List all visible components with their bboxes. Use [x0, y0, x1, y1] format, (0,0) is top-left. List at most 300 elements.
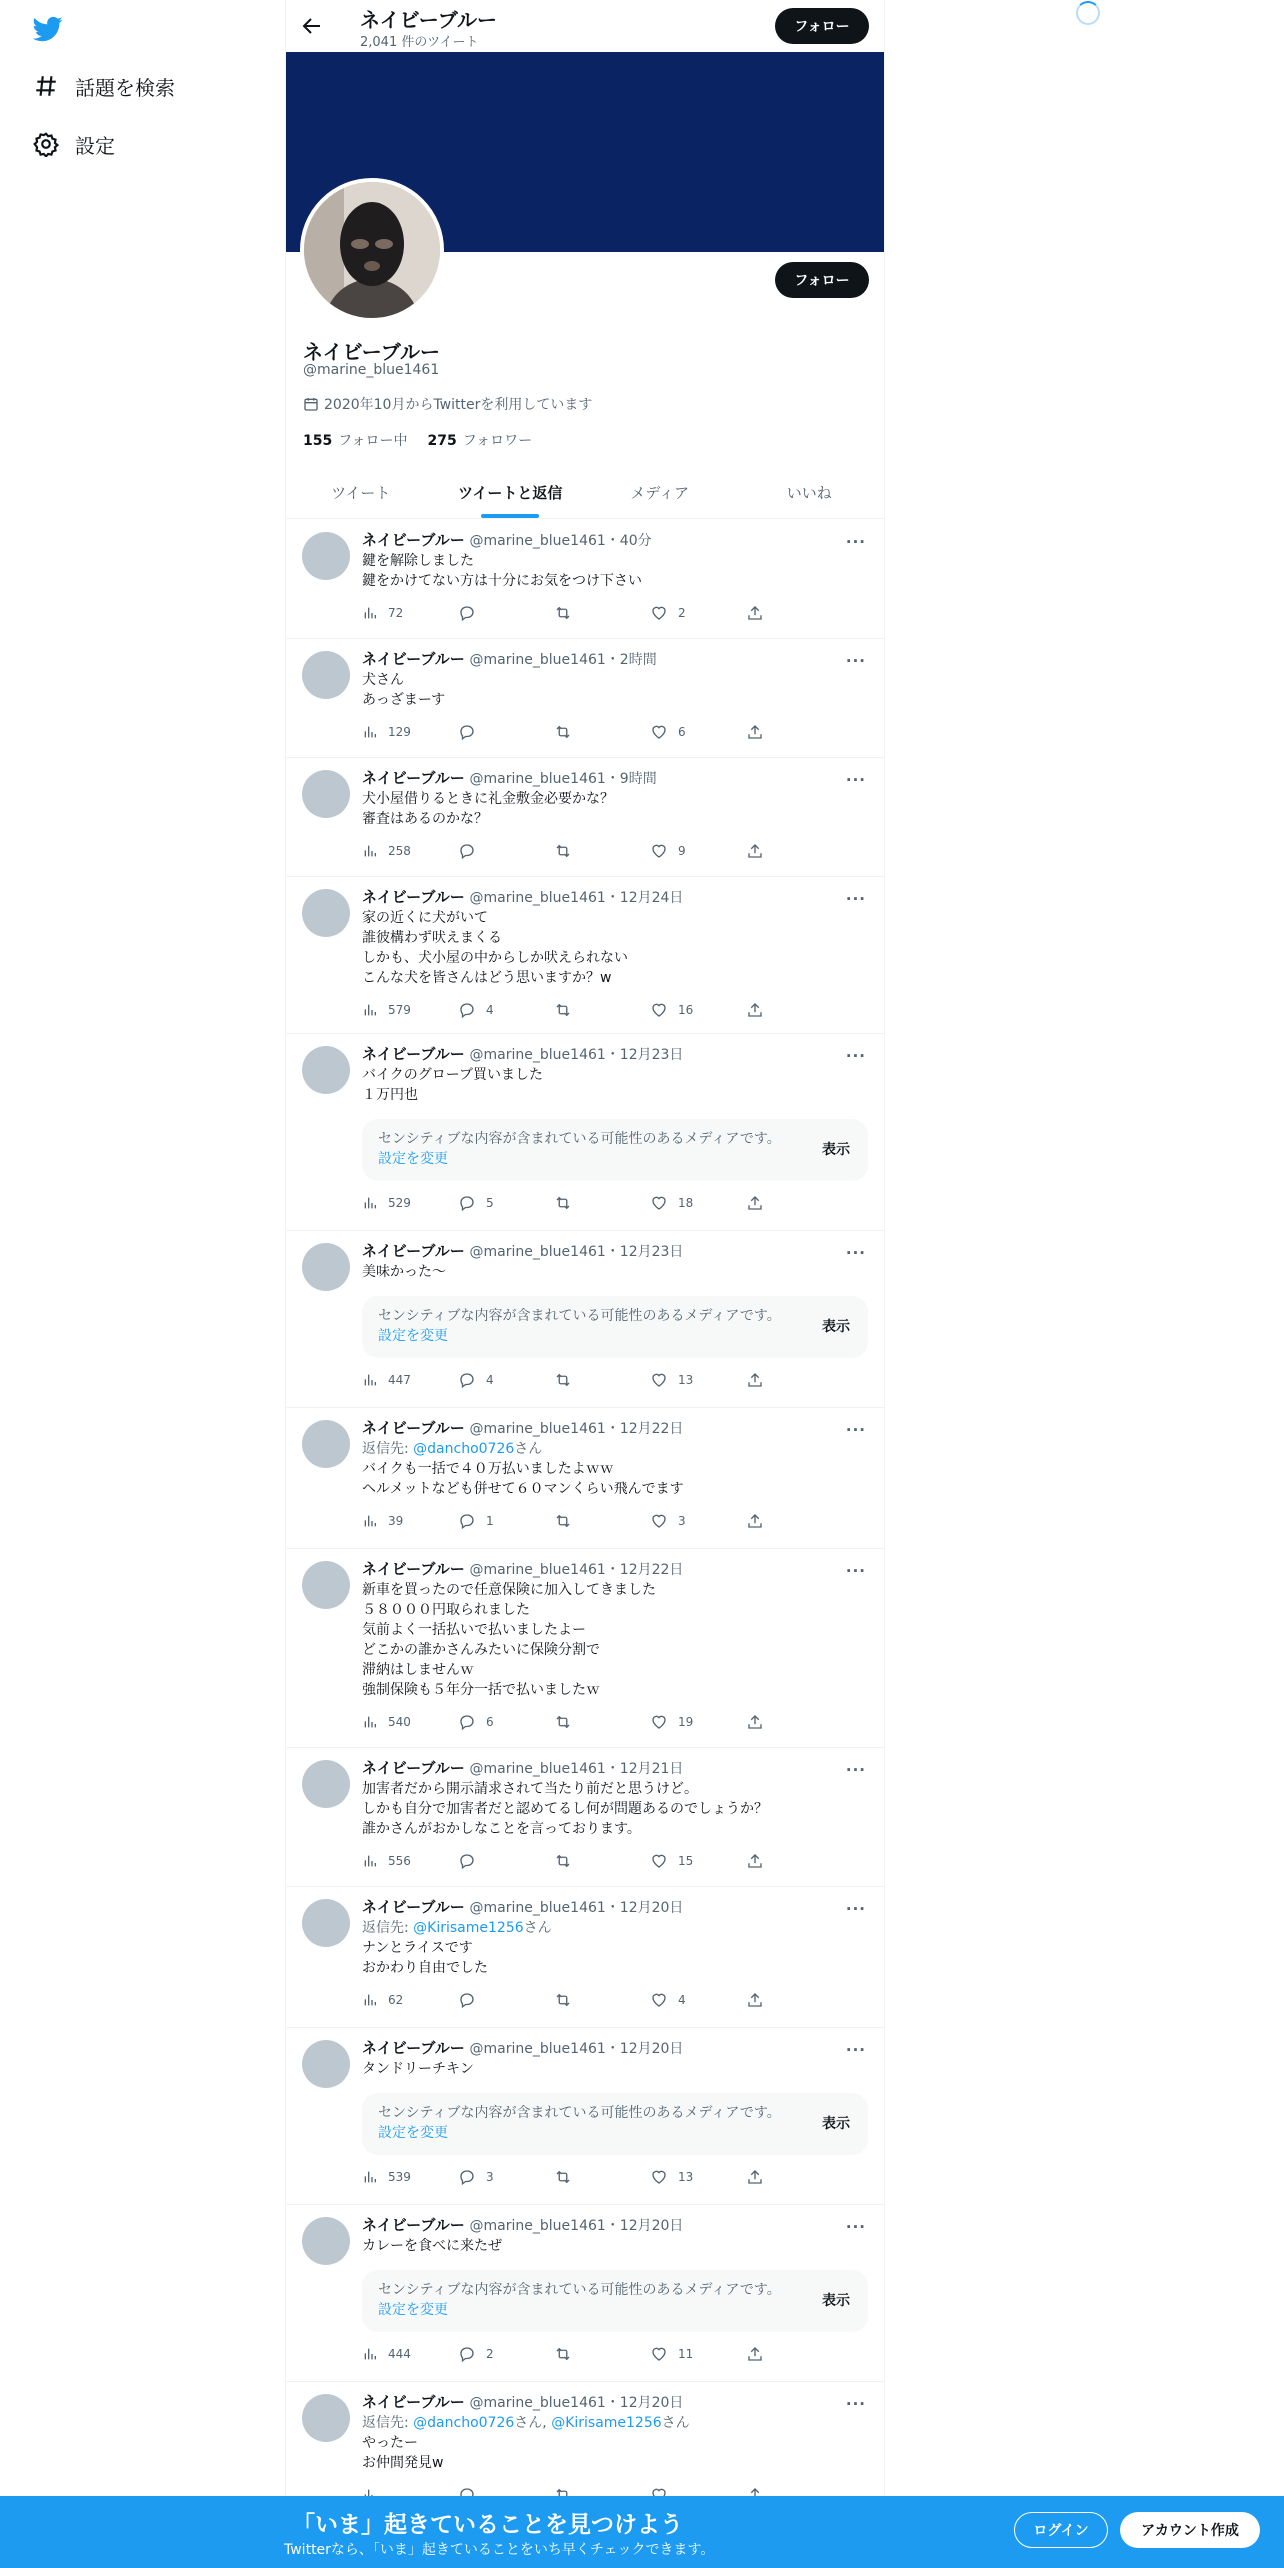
views-count: 129: [388, 725, 411, 739]
more-options-icon[interactable]: ···: [845, 1562, 866, 1580]
tweet-avatar[interactable]: [302, 1899, 350, 1947]
reply-icon: [458, 842, 476, 860]
views-button[interactable]: [362, 605, 458, 621]
tweet-text: カレーを食べに来たぜ: [362, 2238, 502, 2254]
share-button[interactable]: [746, 1371, 842, 1389]
views-count: 444: [388, 2347, 411, 2361]
more-options-icon[interactable]: ···: [845, 1244, 866, 1262]
like-count: 2: [678, 606, 686, 620]
show-media-button[interactable]: 表示: [822, 1142, 850, 1158]
avatar-image: [304, 182, 440, 318]
profile-handle: @marine_blue1461: [303, 362, 440, 378]
tweet-actions: [362, 722, 868, 742]
reply-prefix: 返信先:: [362, 1920, 414, 1936]
sensitive-media-notice: [362, 1296, 868, 1358]
views-button[interactable]: [362, 1195, 458, 1211]
like-button[interactable]: [650, 842, 746, 860]
reply-icon: [458, 1991, 476, 2009]
tweet-avatar[interactable]: [302, 2040, 350, 2088]
tweet-author-name[interactable]: ネイビーブルー: [362, 531, 465, 549]
heart-icon: [650, 1512, 668, 1530]
reply-mention-link[interactable]: @dancho0726: [413, 2415, 515, 2431]
profile-header-bar: [286, 0, 884, 52]
profile-avatar[interactable]: [300, 178, 444, 322]
retweet-button[interactable]: [554, 1001, 650, 1019]
reply-button[interactable]: [458, 842, 554, 860]
share-button[interactable]: [746, 604, 842, 622]
like-count: 19: [678, 1715, 694, 1729]
followers-link[interactable]: [428, 430, 533, 450]
views-icon: [362, 1002, 378, 1018]
tweet-text: 鍵を解除しました 鍵をかけてない方は十分にお気をつけ下さい: [362, 553, 642, 589]
tweet[interactable]: [286, 1887, 884, 2028]
share-icon: [746, 2345, 764, 2363]
more-options-icon[interactable]: ···: [845, 771, 866, 789]
views-count: 447: [388, 1373, 411, 1387]
like-count: 16: [678, 1003, 694, 1017]
tweet-body: [362, 2038, 868, 2187]
sensitive-media-notice: [362, 2093, 868, 2155]
tweet-text: 新車を買ったので任意保険に加入してきました ５８０００円取られました 気前よく一括払いで払いましたよー どこかの誰かさんみたいに保険分割で 滞納はしませんｗ 強制保険も５年分一括で払いましたｗ: [362, 1582, 656, 1698]
tweet-avatar[interactable]: [302, 651, 350, 699]
views-count: 529: [388, 1196, 411, 1210]
tweet[interactable]: [286, 758, 884, 877]
heart-icon: [650, 1713, 668, 1731]
tweet-avatar[interactable]: [302, 1760, 350, 1808]
show-media-button[interactable]: 表示: [822, 2293, 850, 2309]
like-count: 13: [678, 1373, 694, 1387]
more-options-icon[interactable]: ···: [845, 1761, 866, 1779]
reply-icon: [458, 1713, 476, 1731]
heart-icon: [650, 2168, 668, 2186]
tweet-avatar[interactable]: [302, 1420, 350, 1468]
views-icon: [362, 843, 378, 859]
tweet-avatar[interactable]: [302, 2217, 350, 2265]
views-button[interactable]: [362, 2346, 458, 2362]
tweet-body: [362, 2215, 868, 2364]
tab-tweets[interactable]: ツイート: [331, 483, 391, 502]
tweet-text: ナンとライスです おかわり自由でした: [362, 1940, 488, 1976]
retweet-button[interactable]: [554, 842, 650, 860]
tweet-header: [362, 649, 868, 670]
reply-count: 3: [486, 2170, 494, 2184]
like-count: 9: [678, 844, 686, 858]
like-count: 15: [678, 1854, 694, 1868]
tweet-avatar[interactable]: [302, 770, 350, 818]
views-button[interactable]: [362, 2169, 458, 2185]
footer-subtitle: Twitterなら、「いま」起きていることをいち早くチェックできます。: [284, 2542, 715, 2558]
change-settings-link[interactable]: 設定を変更: [378, 2302, 448, 2318]
reply-button[interactable]: [458, 1512, 554, 1530]
profile-joined: [303, 394, 592, 414]
tweet-actions: [362, 603, 868, 623]
reply-button[interactable]: [458, 604, 554, 622]
sensitive-text: センシティブな内容が含まれている可能性のあるメディアです。: [378, 2282, 781, 2298]
hashtag-icon: [33, 73, 59, 99]
reply-icon: [458, 1001, 476, 1019]
tweet-text: 犬小屋借りるときに礼金敷金必要かな？ 審査はあるのかな？: [362, 791, 614, 827]
reply-button[interactable]: [458, 1001, 554, 1019]
tab-tweets-and-replies[interactable]: ツイートと返信: [436, 466, 586, 518]
following-count: 155: [303, 433, 333, 449]
retweet-icon: [554, 723, 572, 741]
nav-explore[interactable]: [33, 66, 175, 106]
tweet-body: [362, 1418, 868, 1531]
more-options-icon[interactable]: ···: [845, 1421, 866, 1439]
views-button[interactable]: [362, 1714, 458, 1730]
reply-context: [362, 1439, 868, 1459]
retweet-icon: [554, 1852, 572, 1870]
like-button[interactable]: [650, 2168, 746, 2186]
retweet-button[interactable]: [554, 1194, 650, 1212]
views-count: 72: [388, 606, 404, 620]
like-button[interactable]: [650, 604, 746, 622]
tweet-handle-time[interactable]: @marine_blue1461・9時間: [469, 771, 657, 787]
tweet-author-name[interactable]: ネイビーブルー: [362, 2393, 465, 2411]
tab-likes[interactable]: いいね: [786, 483, 832, 502]
more-options-icon[interactable]: ···: [845, 2218, 866, 2236]
tweet-handle-time[interactable]: @marine_blue1461・40分: [469, 533, 652, 549]
header-name: ネイビーブルー: [360, 8, 497, 32]
reply-icon: [458, 1371, 476, 1389]
tweet-handle-time[interactable]: @marine_blue1461・12月23日: [469, 1244, 684, 1260]
more-options-icon[interactable]: ···: [845, 1047, 866, 1065]
nav-explore-label: 話題を検索: [75, 75, 175, 100]
tweet-author-name[interactable]: ネイビーブルー: [362, 2039, 465, 2057]
like-count: 6: [678, 725, 686, 739]
tweet[interactable]: [286, 1748, 884, 1887]
share-button[interactable]: [746, 1194, 842, 1212]
change-settings-link[interactable]: 設定を変更: [378, 1151, 448, 1167]
tweet-author-name[interactable]: ネイビーブルー: [362, 2216, 465, 2234]
share-button[interactable]: [746, 842, 842, 860]
reply-button[interactable]: [458, 1852, 554, 1870]
following-label: フォロー中: [338, 433, 408, 449]
tweet-header: [362, 887, 868, 908]
tweet-actions: [362, 1712, 868, 1732]
change-settings-link[interactable]: 設定を変更: [378, 2125, 448, 2141]
sensitive-text: センシティブな内容が含まれている可能性のあるメディアです。: [378, 1131, 781, 1147]
share-button[interactable]: [746, 723, 842, 741]
tweet-author-name[interactable]: ネイビーブルー: [362, 888, 465, 906]
tweet-text: タンドリーチキン: [362, 2061, 474, 2077]
reply-prefix: 返信先:: [362, 1441, 414, 1457]
retweet-button[interactable]: [554, 1371, 650, 1389]
retweet-button[interactable]: [554, 2345, 650, 2363]
more-options-icon[interactable]: ···: [845, 890, 866, 908]
share-button[interactable]: [746, 2345, 842, 2363]
retweet-button[interactable]: [554, 1991, 650, 2009]
views-count: 62: [388, 1993, 404, 2007]
share-icon: [746, 1371, 764, 1389]
tweet-actions: [362, 1851, 868, 1871]
reply-count: 4: [486, 1003, 494, 1017]
like-button[interactable]: [650, 1713, 746, 1731]
tweet-header: [362, 1559, 868, 1580]
retweet-button[interactable]: [554, 1512, 650, 1530]
tweet-author-name[interactable]: ネイビーブルー: [362, 1045, 465, 1063]
reply-icon: [458, 1852, 476, 1870]
tweet-body: [362, 530, 868, 623]
like-button[interactable]: [650, 1991, 746, 2009]
retweet-button[interactable]: [554, 2168, 650, 2186]
retweet-icon: [554, 1371, 572, 1389]
heart-icon: [650, 723, 668, 741]
share-icon: [746, 1852, 764, 1870]
tweet-body: [362, 887, 868, 1020]
retweet-button[interactable]: [554, 604, 650, 622]
like-count: 4: [678, 1993, 686, 2007]
tweet-avatar[interactable]: [302, 1561, 350, 1609]
views-button[interactable]: [362, 1513, 458, 1529]
tweet-handle-time[interactable]: @marine_blue1461・2時間: [469, 652, 657, 668]
retweet-button[interactable]: [554, 1852, 650, 1870]
tweet-text: 加害者だから開示請求されて当たり前だと思うけど。 しかも自分で加害者だと認めてるし何が問題あるのでしょうか？ 誰かさんがおかしなことを言っております。: [362, 1781, 768, 1837]
show-media-button[interactable]: 表示: [822, 2116, 850, 2132]
retweet-icon: [554, 842, 572, 860]
tweet[interactable]: [286, 1034, 884, 1231]
share-button[interactable]: [746, 1512, 842, 1530]
retweet-button[interactable]: [554, 723, 650, 741]
reply-count: 1: [486, 1514, 494, 1528]
reply-mention-link[interactable]: @Kirisame1256: [413, 1920, 524, 1936]
calendar-icon: [303, 396, 319, 412]
reply-mention-link[interactable]: @dancho0726: [413, 1441, 515, 1457]
reply-button[interactable]: [458, 723, 554, 741]
tweet-actions: [362, 1990, 868, 2010]
views-button[interactable]: [362, 724, 458, 740]
like-button[interactable]: [650, 1512, 746, 1530]
tweet-avatar[interactable]: [302, 2394, 350, 2442]
signup-button[interactable]: アカウント作成: [1120, 2512, 1260, 2548]
login-button[interactable]: ログイン: [1014, 2512, 1108, 2548]
reply-prefix: 返信先:: [362, 2415, 414, 2431]
retweet-icon: [554, 1194, 572, 1212]
views-icon: [362, 1714, 378, 1730]
reply-separator: さん,: [514, 2415, 552, 2431]
tweet-header: [362, 1044, 868, 1065]
reply-button[interactable]: [458, 2168, 554, 2186]
retweet-icon: [554, 1991, 572, 2009]
tweet-text: 家の近くに犬がいて 誰彼構わず吠えまくる しかも、犬小屋の中からしか吠えられない こんな犬を皆さんはどう思いますか？w: [362, 910, 628, 986]
tweet-handle-time[interactable]: @marine_blue1461・12月24日: [469, 890, 684, 906]
tweet-body: [362, 768, 868, 861]
tweet-author-name[interactable]: ネイビーブルー: [362, 1898, 465, 1916]
share-button[interactable]: [746, 2168, 842, 2186]
tweet-text: やったー お仲間発見w: [362, 2435, 444, 2471]
tweet[interactable]: [286, 877, 884, 1034]
tweet[interactable]: [286, 639, 884, 758]
views-icon: [362, 1853, 378, 1869]
views-button[interactable]: [362, 1992, 458, 2008]
share-icon: [746, 1194, 764, 1212]
share-icon: [746, 1991, 764, 2009]
more-options-icon[interactable]: ···: [845, 2395, 866, 2413]
views-count: 540: [388, 1715, 411, 1729]
retweet-icon: [554, 1713, 572, 1731]
like-button[interactable]: [650, 2345, 746, 2363]
reply-count: 4: [486, 1373, 494, 1387]
tweet-header: [362, 530, 868, 551]
share-button[interactable]: [746, 1713, 842, 1731]
tweet-actions: [362, 1193, 868, 1213]
views-icon: [362, 605, 378, 621]
signup-footer-bar: [0, 2496, 1284, 2568]
reply-button[interactable]: [458, 1713, 554, 1731]
tweet-author-name[interactable]: ネイビーブルー: [362, 650, 465, 668]
share-icon: [746, 842, 764, 860]
tweet-body: [362, 649, 868, 742]
tweet-handle-time[interactable]: @marine_blue1461・12月23日: [469, 1047, 684, 1063]
tweet-handle-time[interactable]: @marine_blue1461・12月22日: [469, 1421, 684, 1437]
like-count: 13: [678, 2170, 694, 2184]
views-icon: [362, 724, 378, 740]
tweet-header: [362, 2038, 868, 2059]
tweet-header: [362, 1241, 868, 1262]
reply-icon: [458, 2345, 476, 2363]
tweet-author-name[interactable]: ネイビーブルー: [362, 1242, 465, 1260]
change-settings-link[interactable]: 設定を変更: [378, 1328, 448, 1344]
views-button[interactable]: [362, 843, 458, 859]
tweet-author-name[interactable]: ネイビーブルー: [362, 1759, 465, 1777]
tweet-actions: [362, 1511, 868, 1531]
tweet-handle-time[interactable]: @marine_blue1461・12月20日: [469, 1900, 684, 1916]
tweet-avatar[interactable]: [302, 1243, 350, 1291]
retweet-icon: [554, 1512, 572, 1530]
show-media-button[interactable]: 表示: [822, 1319, 850, 1335]
share-button[interactable]: [746, 1991, 842, 2009]
more-options-icon[interactable]: ···: [845, 2041, 866, 2059]
tweet[interactable]: [286, 1408, 884, 1549]
tweet-handle-time[interactable]: @marine_blue1461・12月20日: [469, 2395, 684, 2411]
profile-follow-button[interactable]: フォロー: [775, 262, 869, 298]
tweet-text: バイクのグローブ買いました １万円也: [362, 1067, 544, 1103]
like-count: 18: [678, 1196, 694, 1210]
tweet-text: 犬さん あっざまーす: [362, 672, 446, 708]
views-button[interactable]: [362, 1853, 458, 1869]
views-icon: [362, 2346, 378, 2362]
tweet-text: バイクも一括で４０万払いましたよｗｗ ヘルメットなども併せて６０マンくらい飛んでます: [362, 1461, 684, 1497]
retweet-icon: [554, 2345, 572, 2363]
tweet-author-name[interactable]: ネイビーブルー: [362, 769, 465, 787]
more-options-icon[interactable]: ···: [845, 1900, 866, 1918]
tweet-author-name[interactable]: ネイビーブルー: [362, 1560, 465, 1578]
reply-button[interactable]: [458, 1194, 554, 1212]
reply-context: [362, 2413, 868, 2433]
tweet-handle-time[interactable]: @marine_blue1461・12月20日: [469, 2218, 684, 2234]
retweet-icon: [554, 1001, 572, 1019]
main-column: [285, 0, 885, 2568]
following-link[interactable]: [303, 430, 408, 450]
views-count: 39: [388, 1514, 404, 1528]
tweet-body: [362, 2392, 868, 2505]
heart-icon: [650, 1194, 668, 1212]
views-button[interactable]: [362, 1002, 458, 1018]
like-count: 3: [678, 1514, 686, 1528]
sensitive-text: センシティブな内容が含まれている可能性のあるメディアです。: [378, 1308, 781, 1324]
header-follow-button[interactable]: フォロー: [775, 8, 869, 44]
sensitive-media-notice: [362, 1119, 868, 1181]
reply-button[interactable]: [458, 1991, 554, 2009]
tweet-header: [362, 2392, 868, 2413]
reply-mention-link[interactable]: @Kirisame1256: [551, 2415, 662, 2431]
tweet-handle-time[interactable]: @marine_blue1461・12月20日: [469, 2041, 684, 2057]
heart-icon: [650, 2345, 668, 2363]
tweet[interactable]: [286, 2028, 884, 2205]
tweet-author-name[interactable]: ネイビーブルー: [362, 1419, 465, 1437]
share-icon: [746, 604, 764, 622]
share-icon: [746, 1512, 764, 1530]
profile-name: ネイビーブルー: [303, 340, 440, 364]
reply-icon: [458, 2168, 476, 2186]
share-icon: [746, 1001, 764, 1019]
views-button[interactable]: [362, 1372, 458, 1388]
like-button[interactable]: [650, 1371, 746, 1389]
tweet-body: [362, 1044, 868, 1213]
like-button[interactable]: [650, 1194, 746, 1212]
tweet[interactable]: [286, 1231, 884, 1408]
tab-media[interactable]: メディア: [630, 483, 690, 502]
followers-count: 275: [427, 433, 457, 449]
tweet-avatar[interactable]: [302, 1046, 350, 1094]
share-button[interactable]: [746, 1852, 842, 1870]
views-icon: [362, 1992, 378, 2008]
profile-joined-text: 2020年10月からTwitterを利用しています: [324, 397, 593, 413]
like-button[interactable]: [650, 1001, 746, 1019]
views-count: 258: [388, 844, 411, 858]
retweet-button[interactable]: [554, 1713, 650, 1731]
tweet[interactable]: [286, 2205, 884, 2382]
nav-settings[interactable]: [33, 124, 115, 164]
heart-icon: [650, 604, 668, 622]
back-arrow-icon[interactable]: [300, 14, 324, 38]
more-options-icon[interactable]: ···: [845, 533, 866, 551]
like-button[interactable]: [650, 723, 746, 741]
loading-spinner-icon: [1076, 1, 1100, 25]
views-icon: [362, 1372, 378, 1388]
reply-button[interactable]: [458, 1371, 554, 1389]
nav-settings-label: 設定: [75, 133, 115, 158]
like-count: 11: [678, 2347, 694, 2361]
tweet[interactable]: [286, 1549, 884, 1748]
tweet-actions: [362, 841, 868, 861]
more-options-icon[interactable]: ···: [845, 652, 866, 670]
reply-icon: [458, 1194, 476, 1212]
reply-context: [362, 1918, 868, 1938]
tweet-avatar[interactable]: [302, 532, 350, 580]
reply-count: 2: [486, 2347, 494, 2361]
tweet-handle-time[interactable]: @marine_blue1461・12月22日: [469, 1562, 684, 1578]
views-icon: [362, 1513, 378, 1529]
tweet-header: [362, 1418, 868, 1439]
reply-count: 6: [486, 1715, 494, 1729]
tweet-avatar[interactable]: [302, 889, 350, 937]
like-button[interactable]: [650, 1852, 746, 1870]
reply-icon: [458, 604, 476, 622]
tweet-handle-time[interactable]: @marine_blue1461・12月21日: [469, 1761, 684, 1777]
reply-count: 5: [486, 1196, 494, 1210]
share-icon: [746, 723, 764, 741]
tweet[interactable]: [286, 520, 884, 639]
views-count: 579: [388, 1003, 411, 1017]
tweet-header: [362, 1758, 868, 1779]
twitter-logo-icon[interactable]: [33, 14, 63, 44]
heart-icon: [650, 1852, 668, 1870]
reply-button[interactable]: [458, 2345, 554, 2363]
share-button[interactable]: [746, 1001, 842, 1019]
tweet-text: 美味かった〜: [362, 1264, 446, 1280]
tweet-body: [362, 1897, 868, 2010]
